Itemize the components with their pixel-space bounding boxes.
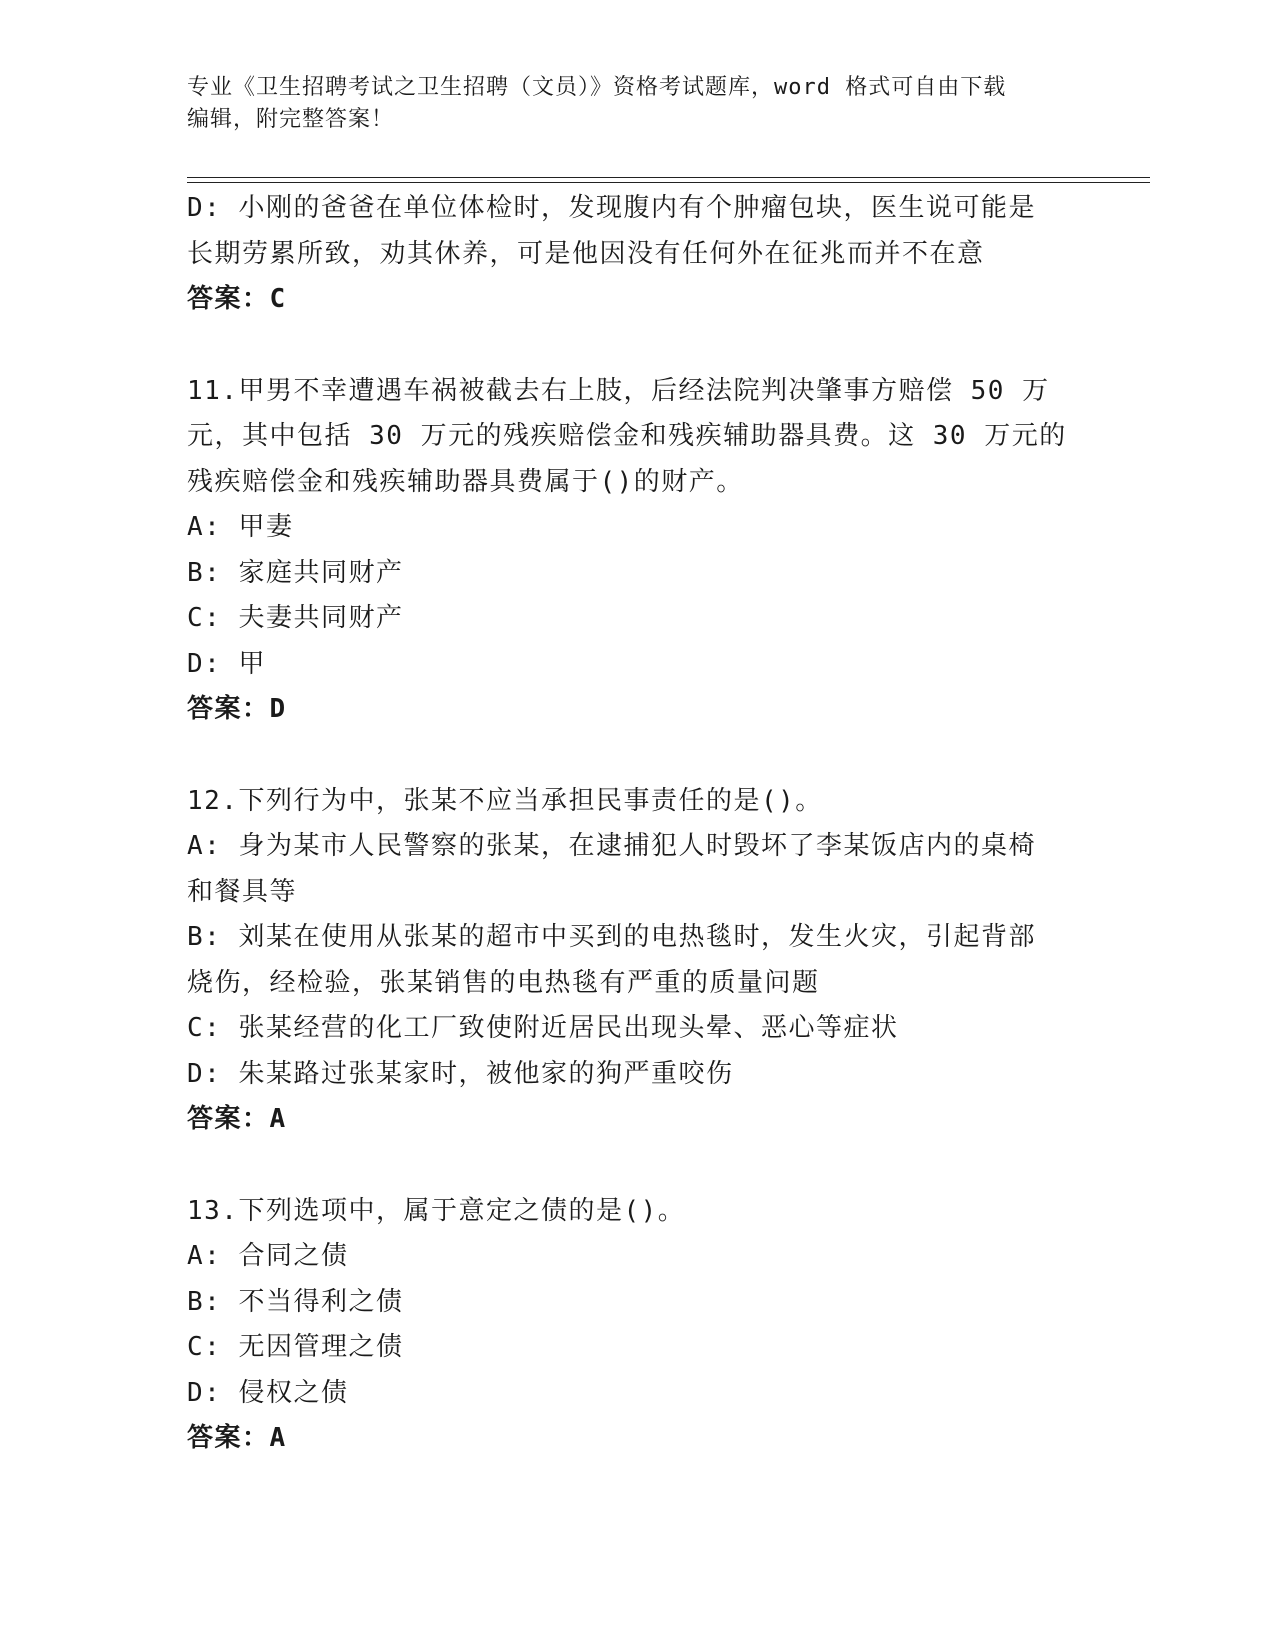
- spacer: [187, 733, 1087, 779]
- question-content: [187, 186, 1087, 1462]
- option-d: D: 小刚的爸爸在单位体检时，发现腹内有个肿瘤包块，医生说可能是: [187, 193, 1036, 223]
- question-11: [187, 369, 1087, 733]
- question-stem: 11.甲男不幸遭遇车祸被截去右上肢，后经法院判决肇事方赔偿 50 万: [187, 375, 1050, 406]
- previous-question-tail: [187, 186, 1087, 323]
- question-stem-continued: 残疾赔偿金和残疾辅助器具费属于()的财产。: [187, 466, 744, 497]
- option-c: C: 夫妻共同财产: [187, 603, 404, 633]
- header-divider-top: [187, 177, 1150, 178]
- answer: 答案：A: [187, 1104, 287, 1134]
- answer: 答案：C: [187, 284, 287, 314]
- answer: 答案：D: [187, 694, 287, 724]
- option-b: B: 不当得利之债: [187, 1286, 404, 1317]
- option-a: A: 合同之债: [187, 1241, 349, 1271]
- option-c: C: 张某经营的化工厂致使附近居民出现头晕、恶心等症状: [187, 1013, 899, 1043]
- option-b: B: 家庭共同财产: [187, 557, 404, 588]
- option-d: D: 朱某路过张某家时，被他家的狗严重咬伤: [187, 1058, 734, 1089]
- question-13: [187, 1189, 1087, 1462]
- header-divider-bottom: [187, 182, 1150, 183]
- document-header: [187, 72, 1067, 136]
- option-b-continued: 烧伤，经检验，张某销售的电热毯有严重的质量问题: [187, 967, 820, 998]
- option-d: D: 甲: [187, 648, 266, 679]
- option-a-continued: 和餐具等: [187, 876, 298, 907]
- option-d-continued: 长期劳累所致，劝其休养，可是他因没有任何外在征兆而并不在意: [187, 238, 985, 269]
- question-stem: 13.下列选项中，属于意定之债的是()。: [187, 1195, 686, 1226]
- question-12: [187, 779, 1087, 1143]
- option-a: A: 甲妻: [187, 512, 294, 542]
- header-line-1: 专业《卫生招聘考试之卫生招聘（文员）》资格考试题库，word 格式可自由下载: [187, 75, 1007, 100]
- spacer: [187, 1143, 1087, 1189]
- option-d: D: 侵权之债: [187, 1377, 349, 1408]
- option-c: C: 无因管理之债: [187, 1332, 404, 1362]
- question-stem: 12.下列行为中，张某不应当承担民事责任的是()。: [187, 785, 823, 816]
- option-a: A: 身为某市人民警察的张某，在逮捕犯人时毁坏了李某饭店内的桌椅: [187, 831, 1036, 861]
- answer: 答案：A: [187, 1423, 287, 1453]
- spacer: [187, 323, 1087, 369]
- option-b: B: 刘某在使用从张某的超市中买到的电热毯时，发生火灾，引起背部: [187, 922, 1036, 952]
- question-stem-continued: 元，其中包括 30 万元的残疾赔偿金和残疾辅助器具费。这 30 万元的: [187, 421, 1067, 451]
- header-line-2: 编辑，附完整答案！: [187, 107, 395, 132]
